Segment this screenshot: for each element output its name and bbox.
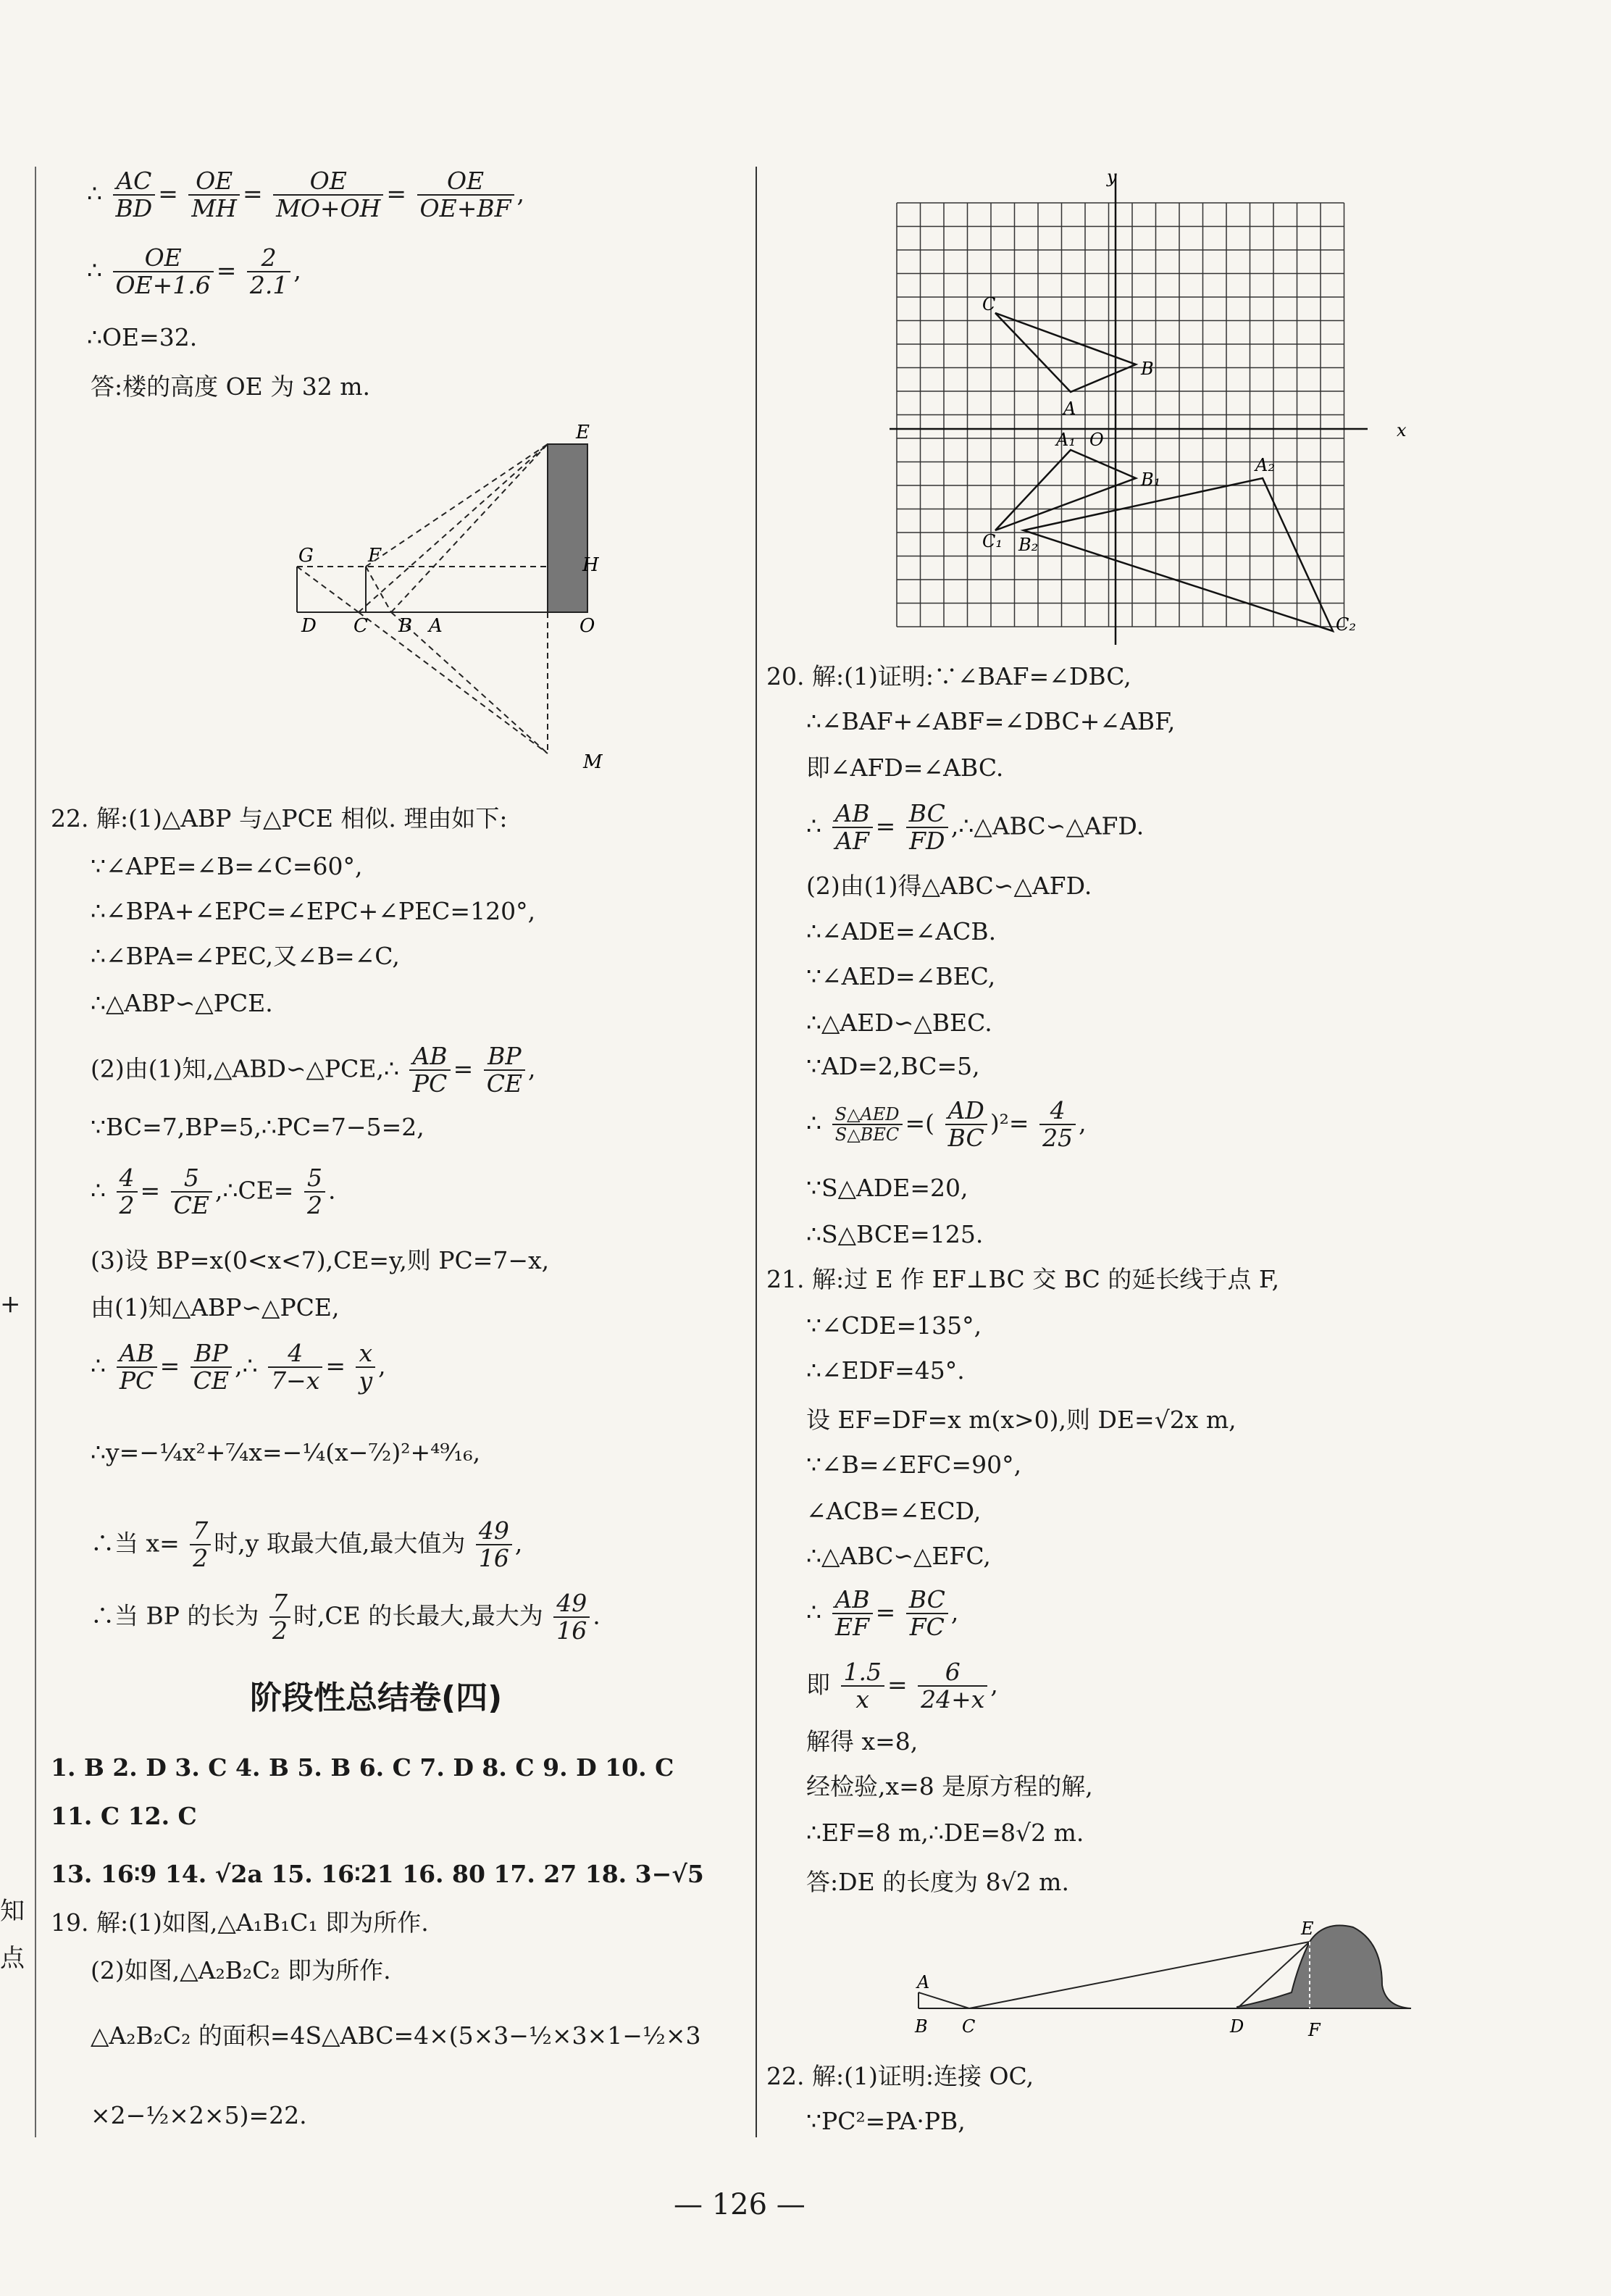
q21-line1: 21. 解:过 E 作 EF⊥BC 交 BC 的延长线于点 F, <box>766 1265 1280 1293</box>
column-divider <box>756 167 757 2137</box>
label-b1: B₁ <box>1141 469 1161 490</box>
label-f: F <box>368 545 382 567</box>
eq-ratio-chain: ∴ $\frac{AC}{BD}$ = $\frac{OE}{MH}$ = $\frac{OE}{MO+OH}$ = $\frac{OE}{OE+BF}$ , <box>87 167 524 223</box>
label-f: F <box>1308 2020 1321 2040</box>
label-c: C <box>353 615 368 637</box>
q21-line9: 即 $\frac{1.5}{x}$ = $\frac{6}{24+x}$ , <box>806 1658 998 1714</box>
label-b: B <box>915 2016 928 2037</box>
label-o: O <box>1089 430 1104 450</box>
q21-line8: ∴ $\frac{AB}{EF}$ = $\frac{BC}{FC}$ , <box>806 1585 959 1642</box>
building-shadow-figure <box>239 413 659 782</box>
answers-row3: 13. 16∶9 14. √2a 15. 16∶21 16. 80 17. 27 18. 3−√5 <box>51 1860 704 1888</box>
q22-line3: ∴∠BPA+∠EPC=∠EPC+∠PEC=120°, <box>91 897 536 925</box>
answers-row2: 11. C 12. C <box>51 1802 197 1830</box>
q22-line14: ∴当 BP 的长为 $\frac{7}{2}$ 时,CE 的长最大,最大为 $\frac{49}{16}$ . <box>91 1589 601 1645</box>
q22-line12: ∴y=−¼x²+⁷⁄₄x=−¼(x−⁷⁄₂)²+⁴⁹⁄₁₆, <box>91 1438 481 1466</box>
label-h: H <box>582 554 599 576</box>
q20-line7: ∵∠AED=∠BEC, <box>806 962 996 990</box>
label-c: C <box>962 2016 976 2037</box>
q21-line5: ∵∠B=∠EFC=90°, <box>806 1450 1022 1479</box>
q20-line6: ∴∠ADE=∠ACB. <box>806 917 997 945</box>
q22-intro: 22. 解:(1)△ABP 与△PCE 相似. 理由如下: <box>51 804 508 832</box>
left-margin-line <box>35 167 36 2137</box>
label-d: D <box>1230 2016 1244 2037</box>
q21-line12: ∴EF=8 m,∴DE=8√2 m. <box>806 1819 1084 1847</box>
eq-oe-ratio: ∴ $\frac{OE}{OE+1.6}$ = $\frac{2}{2.1}$ , <box>87 243 301 300</box>
label-g: G <box>298 545 314 567</box>
label-c: C <box>982 294 996 314</box>
label-m: M <box>583 751 603 773</box>
q21-line2: ∵∠CDE=135°, <box>806 1311 982 1340</box>
q19-line1: 19. 解:(1)如图,△A₁B₁C₁ 即为所作. <box>51 1908 429 1937</box>
q21-line4: 设 EF=DF=x m(x>0),则 DE=√2x m, <box>806 1406 1237 1434</box>
label-c1: C₁ <box>982 531 1003 551</box>
q22-line11: ∴ $\frac{AB}{PC}$ = $\frac{BP}{CE}$ ,∴ $\frac{4}{7-x}$ = $\frac{x}{y}$ , <box>91 1339 386 1395</box>
label-b2: B₂ <box>1018 535 1039 555</box>
q22-line7: ∵BC=7,BP=5,∴PC=7−5=2, <box>91 1113 424 1141</box>
q22b-line2: ∵PC²=PA·PB, <box>806 2107 966 2135</box>
q19-line3: △A₂B₂C₂ 的面积=4S△ABC=4×(5×3−½×3×1−½×3 <box>91 2021 701 2050</box>
q21-line3: ∴∠EDF=45°. <box>806 1356 965 1385</box>
q21-line7: ∴△ABC∽△EFC, <box>806 1542 991 1570</box>
label-d: D <box>301 615 317 637</box>
q20-line4: ∴ $\frac{AB}{AF}$ = $\frac{BC}{FD}$ ,∴△ABC∽△AFD. <box>806 799 1145 856</box>
margin-mark-zhi: 知 <box>0 1897 25 1926</box>
q21-line13: 答:DE 的长度为 8√2 m. <box>806 1868 1069 1896</box>
q20-line10: ∴ $\frac{\text{S△AED}}{\text{S△BEC}}$ =( $\frac{AD}{BC}$ )²= $\frac{4}{25}$ , <box>806 1096 1087 1153</box>
q22-line2: ∵∠APE=∠B=∠C=60°, <box>91 852 363 880</box>
label-a2: A₂ <box>1255 455 1275 475</box>
q22-line5: ∴△ABP∽△PCE. <box>91 989 273 1017</box>
label-b: B <box>398 615 413 637</box>
q22-line10: 由(1)知△ABP∽△PCE, <box>91 1293 340 1322</box>
q21-line10: 解得 x=8, <box>806 1727 919 1756</box>
q20-line11: ∵S△ADE=20, <box>806 1174 968 1202</box>
mountain-slope-figure <box>890 1913 1440 2058</box>
label-e: E <box>1301 1919 1314 1939</box>
label-a: A <box>429 615 443 637</box>
answers-row1: 1. B 2. D 3. C 4. B 5. B 6. C 7. D 8. C 9. D 10. C <box>51 1753 674 1782</box>
label-c2: C₂ <box>1336 614 1356 635</box>
q22-line13: ∴当 x= $\frac{7}{2}$ 时,y 取最大值,最大值为 $\frac{49}{16}$ , <box>91 1516 523 1573</box>
q20-line2: ∴∠BAF+∠ABF=∠DBC+∠ABF, <box>806 707 1176 735</box>
eq-oe-value: ∴OE=32. <box>87 323 198 351</box>
q19-line4: ×2−½×2×5)=22. <box>91 2101 307 2129</box>
label-b: B <box>1141 359 1154 379</box>
axis-label-y: y <box>1107 167 1117 187</box>
q20-line9: ∵AD=2,BC=5, <box>806 1052 980 1080</box>
q22-line8: ∴ $\frac{4}{2}$ = $\frac{5}{CE}$ ,∴CE= $\frac{5}{2}$ . <box>91 1164 336 1220</box>
margin-mark-plus: + <box>0 1290 21 1319</box>
q20-line8: ∴△AED∽△BEC. <box>806 1009 992 1037</box>
q21-line11: 经检验,x=8 是原方程的解, <box>806 1772 1093 1800</box>
label-a: A <box>1063 398 1076 419</box>
q22-line9: (3)设 BP=x(0<x<7),CE=y,则 PC=7−x, <box>91 1246 550 1274</box>
axis-label-x: x <box>1397 420 1407 441</box>
q22b-line1: 22. 解:(1)证明:连接 OC, <box>766 2062 1034 2090</box>
label-o: O <box>579 615 595 637</box>
label-e: E <box>576 422 590 443</box>
page-number: — 126 — <box>674 2188 806 2221</box>
q20-line1: 20. 解:(1)证明:∵∠BAF=∠DBC, <box>766 662 1131 690</box>
label-a: A <box>917 1972 930 1992</box>
section-title: 阶段性总结卷(四) <box>250 1679 503 1716</box>
coordinate-grid-figure <box>890 159 1411 652</box>
q21-line6: ∠ACB=∠ECD, <box>806 1497 982 1525</box>
label-a1: A₁ <box>1056 430 1076 450</box>
q19-line2: (2)如图,△A₂B₂C₂ 即为所作. <box>91 1956 391 1984</box>
q22-line6: (2)由(1)知,△ABD∽△PCE,∴ $\frac{AB}{PC}$ = $\frac{BP}{CE}$ , <box>91 1042 536 1098</box>
answer-building-height: 答:楼的高度 OE 为 32 m. <box>91 372 370 401</box>
q20-line12: ∴S△BCE=125. <box>806 1220 984 1248</box>
q20-line5: (2)由(1)得△ABC∽△AFD. <box>806 872 1092 900</box>
q20-line3: 即∠AFD=∠ABC. <box>806 753 1004 782</box>
q22-line4: ∴∠BPA=∠PEC,又∠B=∠C, <box>91 942 400 970</box>
margin-mark-dian: 点 <box>0 1944 25 1973</box>
